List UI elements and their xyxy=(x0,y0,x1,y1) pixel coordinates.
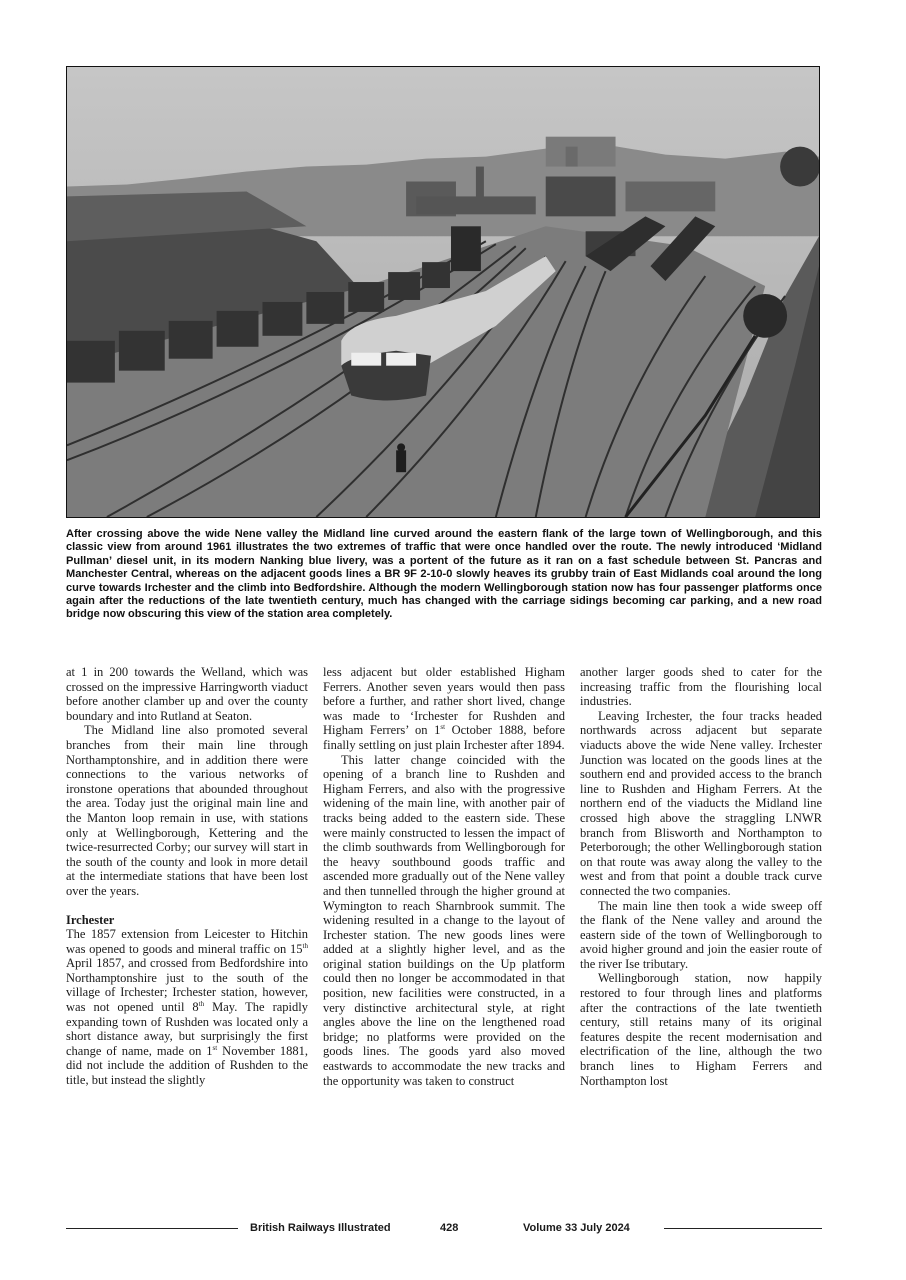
paragraph xyxy=(66,927,308,1088)
paragraph: another larger goods shed to cater for the increasing traffic from the flourishing local industries. xyxy=(580,665,822,709)
text-column-1 xyxy=(66,665,308,1088)
text-run: November 1881, did not include the addition of Rushden to the title, but instead the slightly xyxy=(66,1043,308,1088)
paragraph: This latter change coincided with the opening of a branch line to Rushden and Higham Ferrers, and also with the progressive widening of the main line, with another pair of tracks being added to the eastern side. These were mainly constructed to lessen the impact of the climb southwards from Wellingborough for the heavy southbound goods traffic and ascended more gradually out of the Nene valley and then tunnelled through the higher ground at Wymington to reach Sharnbrook summit. The widening resulted in a change to the layout of Irchester station. The new goods lines were added at a slightly higher level, and as the original station buildings on the Up platform could then no longer be accommodated in that position, new facilities were constructed, in a very distinctive architectural style, at right angles above the line on the lengthened road bridge; no platforms were provided on the goods lines. The goods yard also moved eastwards to accommodate the new tracks and the opportunity was taken to construct xyxy=(323,752,565,1088)
text-run: The 1857 extension from Leicester to Hitchin was opened to goods and mineral traffic on 15 xyxy=(66,927,308,956)
superscript: th xyxy=(302,941,308,950)
photo-caption: After crossing above the wide Nene valley the Midland line curved around the eastern flank of the large town of Wellingborough, and this classic view from around 1961 illustrates the two extremes of traffic that were once handled over the route. The newly introduced ‘Midland Pullman’ diesel unit, in its modern Nanking blue livery, was a portent of the future as it ran on a fast schedule between St. Pancras and Manchester Central, whereas on the adjacent goods lines a BR 9F 2-10-0 slowly heaves its grubby train of East Midlands coal around the long curve towards Irchester and the climb into Bedfordshire. Although the modern Wellingborough station now has four passenger platforms once again after the reductions of the late twentieth century, much has changed with the carriage sidings becoming car parking, and a new road bridge now obscuring this view of the station area completely. xyxy=(66,528,822,621)
page-footer xyxy=(66,1220,822,1238)
text-run: October 1888, before finally settling on just plain Irchester after 1894. xyxy=(323,723,566,752)
superscript: th xyxy=(198,999,205,1008)
footer-page-number: 428 xyxy=(440,1222,459,1234)
paragraph: at 1 in 200 towards the Welland, which was crossed on the impressive Harringworth viaduct before another clamber up and over the county boundary and into Rutland at Seaton. xyxy=(66,665,308,723)
paragraph: Leaving Irchester, the four tracks headed northwards across adjacent but separate viaducts above the wide Nene valley. Irchester Junction was located on the goods lines at the southern end and provided access to the branch line to Rushden and Higham Ferrers. At the northern end of the viaducts the Midland line crossed high above the straggling LNWR branch from Blisworth and Northampton to Peterborough; the other Wellingborough station on that route was away along the valley to the west and from that point a double track curve connected the two companies. xyxy=(580,708,822,898)
text-column-3 xyxy=(580,665,822,1088)
text-run: less adjacent but older established Higham Ferrers. Another seven years would then pass before a further, and rather short lived, change was made to ‘Irchester for Rushden and Higham Ferrers’ on 1 xyxy=(323,665,565,738)
paragraph: The Midland line also promoted several branches from their main line through Northamptonshire, and in addition there were connections to the various networks of ironstone operations that abounded throughout the area. Today just the original main line and the Manton loop remain in use, with stations only at Wellingborough, Kettering and the twice-resurrected Corby; our survey will start in the south of the county and look in more detail at the intermediate stations that have been lost over the years. xyxy=(66,723,308,898)
superscript: st xyxy=(212,1043,218,1052)
footer-publication: British Railways Illustrated xyxy=(250,1222,391,1234)
paragraph xyxy=(323,665,565,753)
photo-illustration xyxy=(67,67,819,517)
text-column-2 xyxy=(323,665,565,1088)
text-run: May. The rapidly expanding town of Rushden was located only a short distance away, but surprisingly the first change of name, made on 1 xyxy=(66,1000,308,1058)
paragraph: Wellingborough station, now happily restored to four through lines and platforms after the contractions of the late twentieth century, still retains many of its original features despite the recent modernisation and electrification of the line, although the two branch lines to Higham Ferrers and Northampton lost xyxy=(580,971,822,1088)
section-heading-irchester: Irchester xyxy=(66,912,115,927)
footer-rule-left xyxy=(66,1228,238,1229)
footer-issue: Volume 33 July 2024 xyxy=(523,1222,630,1234)
text-run: April 1857, and crossed from Bedfordshire into Northamptonshire just to the south of the village of Irchester; Irchester station, however, was not opened until 8 xyxy=(66,956,308,1015)
footer-rule-right xyxy=(664,1228,822,1229)
superscript: st xyxy=(440,723,446,732)
photo xyxy=(66,66,820,518)
paragraph: The main line then took a wide sweep off the flank of the Nene valley and around the eastern side of the town of Wellingborough to avoid higher ground and join the easier route of the river Ise tributary. xyxy=(580,898,822,971)
